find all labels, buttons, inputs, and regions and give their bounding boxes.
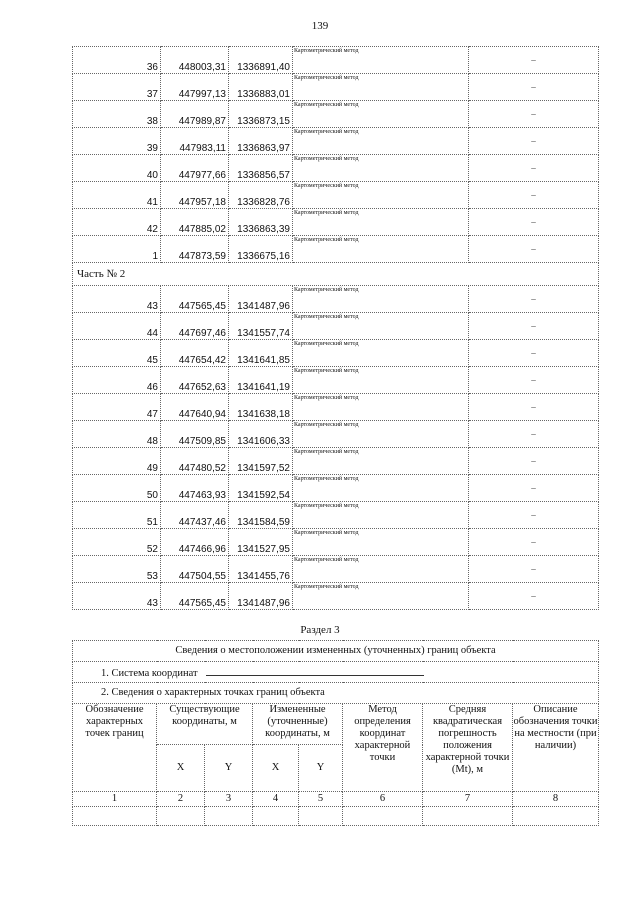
index-cell: 3 xyxy=(205,792,253,807)
table-row xyxy=(73,340,599,367)
table-row xyxy=(73,209,599,236)
table-row xyxy=(73,128,599,155)
coord-x: 447565,45 xyxy=(161,286,229,313)
point-number: 42 xyxy=(73,209,161,236)
point-number: 48 xyxy=(73,421,161,448)
coord-x: 447654,42 xyxy=(161,340,229,367)
part-label: Часть № 2 xyxy=(73,263,599,286)
table-row xyxy=(73,367,599,394)
coord-x: 447977,66 xyxy=(161,155,229,182)
method: Картометрический метод xyxy=(293,340,469,367)
error-value: – xyxy=(469,394,599,421)
col-existing-y: Y xyxy=(205,745,253,792)
coord-x: 447509,85 xyxy=(161,421,229,448)
error-value: – xyxy=(469,583,599,610)
table-row xyxy=(73,421,599,448)
index-cell: 4 xyxy=(253,792,299,807)
method: Картометрический метод xyxy=(293,448,469,475)
point-number: 50 xyxy=(73,475,161,502)
table-row xyxy=(73,286,599,313)
error-value: – xyxy=(469,421,599,448)
empty-cell[interactable] xyxy=(513,807,599,826)
method: Картометрический метод xyxy=(293,101,469,128)
coord-x: 447640,94 xyxy=(161,394,229,421)
method: Картометрический метод xyxy=(293,502,469,529)
error-value: – xyxy=(469,367,599,394)
method: Картометрический метод xyxy=(293,209,469,236)
coord-x: 447466,96 xyxy=(161,529,229,556)
error-value: – xyxy=(469,74,599,101)
index-cell: 5 xyxy=(299,792,343,807)
error-value: – xyxy=(469,529,599,556)
table-row xyxy=(73,394,599,421)
coord-y: 1336675,16 xyxy=(229,236,293,263)
page-number: 139 xyxy=(311,20,329,32)
section3-table xyxy=(72,640,599,826)
error-value: – xyxy=(469,448,599,475)
col-changed-y: Y xyxy=(299,745,343,792)
col-existing: Существующие координаты, м xyxy=(157,704,253,745)
coord-y: 1341641,85 xyxy=(229,340,293,367)
table-row xyxy=(73,182,599,209)
error-value: – xyxy=(469,502,599,529)
coord-x: 447997,13 xyxy=(161,74,229,101)
error-value: – xyxy=(469,155,599,182)
error-value: – xyxy=(469,47,599,74)
method: Картометрический метод xyxy=(293,182,469,209)
coord-x: 447463,93 xyxy=(161,475,229,502)
col-designation: Обозначение характерных точек границ xyxy=(73,704,157,792)
point-number: 49 xyxy=(73,448,161,475)
empty-cell[interactable] xyxy=(343,807,423,826)
coord-y: 1341606,33 xyxy=(229,421,293,448)
col-error: Средняя квадратическая погрешность положения характерной точки (Mt), м xyxy=(423,704,513,792)
coord-y: 1336828,76 xyxy=(229,182,293,209)
coord-x: 447652,63 xyxy=(161,367,229,394)
coord-x: 447983,11 xyxy=(161,128,229,155)
error-value: – xyxy=(469,475,599,502)
point-number: 40 xyxy=(73,155,161,182)
table-row xyxy=(73,556,599,583)
empty-cell[interactable] xyxy=(157,807,205,826)
method: Картометрический метод xyxy=(293,394,469,421)
coord-y: 1341584,59 xyxy=(229,502,293,529)
col-description: Описание обозначения точки на местности (при наличии) xyxy=(513,704,599,792)
error-value: – xyxy=(469,556,599,583)
point-number: 47 xyxy=(73,394,161,421)
method: Картометрический метод xyxy=(293,475,469,502)
point-number: 38 xyxy=(73,101,161,128)
method: Картометрический метод xyxy=(293,128,469,155)
method: Картометрический метод xyxy=(293,236,469,263)
table-row xyxy=(73,74,599,101)
coord-y: 1341638,18 xyxy=(229,394,293,421)
coord-y: 1336891,40 xyxy=(229,47,293,74)
coord-x: 447565,45 xyxy=(161,583,229,610)
coord-y: 1336863,39 xyxy=(229,209,293,236)
coord-x: 447480,52 xyxy=(161,448,229,475)
table-row xyxy=(73,502,599,529)
error-value: – xyxy=(469,313,599,340)
col-changed: Измененные (уточненные) координаты, м xyxy=(253,704,343,745)
coord-x: 447697,46 xyxy=(161,313,229,340)
empty-cell[interactable] xyxy=(299,807,343,826)
coord-x: 447437,46 xyxy=(161,502,229,529)
section-title: Раздел 3 xyxy=(300,624,340,636)
point-number: 37 xyxy=(73,74,161,101)
index-cell: 6 xyxy=(343,792,423,807)
index-cell: 7 xyxy=(423,792,513,807)
coord-y: 1336856,57 xyxy=(229,155,293,182)
point-number: 53 xyxy=(73,556,161,583)
empty-cell[interactable] xyxy=(205,807,253,826)
table-row xyxy=(73,475,599,502)
index-cell: 2 xyxy=(157,792,205,807)
point-number: 52 xyxy=(73,529,161,556)
error-value: – xyxy=(469,209,599,236)
method: Картометрический метод xyxy=(293,286,469,313)
empty-cell[interactable] xyxy=(73,807,157,826)
table-row xyxy=(73,529,599,556)
coord-x: 447957,18 xyxy=(161,182,229,209)
point-number: 36 xyxy=(73,47,161,74)
point-number: 51 xyxy=(73,502,161,529)
coord-x: 447885,02 xyxy=(161,209,229,236)
table-row xyxy=(73,155,599,182)
method: Картометрический метод xyxy=(293,367,469,394)
coord-y: 1341592,54 xyxy=(229,475,293,502)
section3-header: Сведения о местоположении измененных (уточненных) границ объекта xyxy=(73,641,599,662)
error-value: – xyxy=(469,128,599,155)
method: Картометрический метод xyxy=(293,529,469,556)
col-method: Метод определения координат характерной точки xyxy=(343,704,423,792)
error-value: – xyxy=(469,182,599,209)
point-number: 43 xyxy=(73,286,161,313)
point-number: 1 xyxy=(73,236,161,263)
method: Картометрический метод xyxy=(293,313,469,340)
coord-y: 1341487,96 xyxy=(229,583,293,610)
table-row xyxy=(73,101,599,128)
coord-y: 1336883,01 xyxy=(229,74,293,101)
coord-x: 447504,55 xyxy=(161,556,229,583)
table-row xyxy=(73,583,599,610)
coord-y: 1341455,76 xyxy=(229,556,293,583)
error-value: – xyxy=(469,286,599,313)
point-number: 44 xyxy=(73,313,161,340)
method: Картометрический метод xyxy=(293,155,469,182)
coord-system-row xyxy=(73,662,599,683)
col-existing-x: X xyxy=(157,745,205,792)
points-table xyxy=(72,46,599,610)
method: Картометрический метод xyxy=(293,421,469,448)
error-value: – xyxy=(469,101,599,128)
points-info-label: 2. Сведения о характерных точках границ объекта xyxy=(73,683,599,704)
empty-cell[interactable] xyxy=(253,807,299,826)
table-row xyxy=(73,448,599,475)
table-row xyxy=(73,236,599,263)
part-row xyxy=(73,263,599,286)
coord-y: 1341557,74 xyxy=(229,313,293,340)
coord-y: 1341487,96 xyxy=(229,286,293,313)
coord-system-label: 1. Система координат xyxy=(101,667,198,679)
coord-system-field[interactable] xyxy=(206,665,424,676)
point-number: 43 xyxy=(73,583,161,610)
empty-cell[interactable] xyxy=(423,807,513,826)
col-changed-x: X xyxy=(253,745,299,792)
error-value: – xyxy=(469,340,599,367)
method: Картометрический метод xyxy=(293,47,469,74)
point-number: 41 xyxy=(73,182,161,209)
coord-y: 1341597,52 xyxy=(229,448,293,475)
coord-x: 447873,59 xyxy=(161,236,229,263)
point-number: 46 xyxy=(73,367,161,394)
table-row xyxy=(73,313,599,340)
point-number: 45 xyxy=(73,340,161,367)
coord-x: 447989,87 xyxy=(161,101,229,128)
coord-y: 1341641,19 xyxy=(229,367,293,394)
table-row xyxy=(73,47,599,74)
method: Картометрический метод xyxy=(293,556,469,583)
method: Картометрический метод xyxy=(293,74,469,101)
point-number: 39 xyxy=(73,128,161,155)
error-value: – xyxy=(469,236,599,263)
index-cell: 8 xyxy=(513,792,599,807)
coord-x: 448003,31 xyxy=(161,47,229,74)
coord-y: 1336863,97 xyxy=(229,128,293,155)
coord-y: 1341527,95 xyxy=(229,529,293,556)
coord-y: 1336873,15 xyxy=(229,101,293,128)
method: Картометрический метод xyxy=(293,583,469,610)
empty-data-row xyxy=(73,807,599,826)
index-cell: 1 xyxy=(73,792,157,807)
